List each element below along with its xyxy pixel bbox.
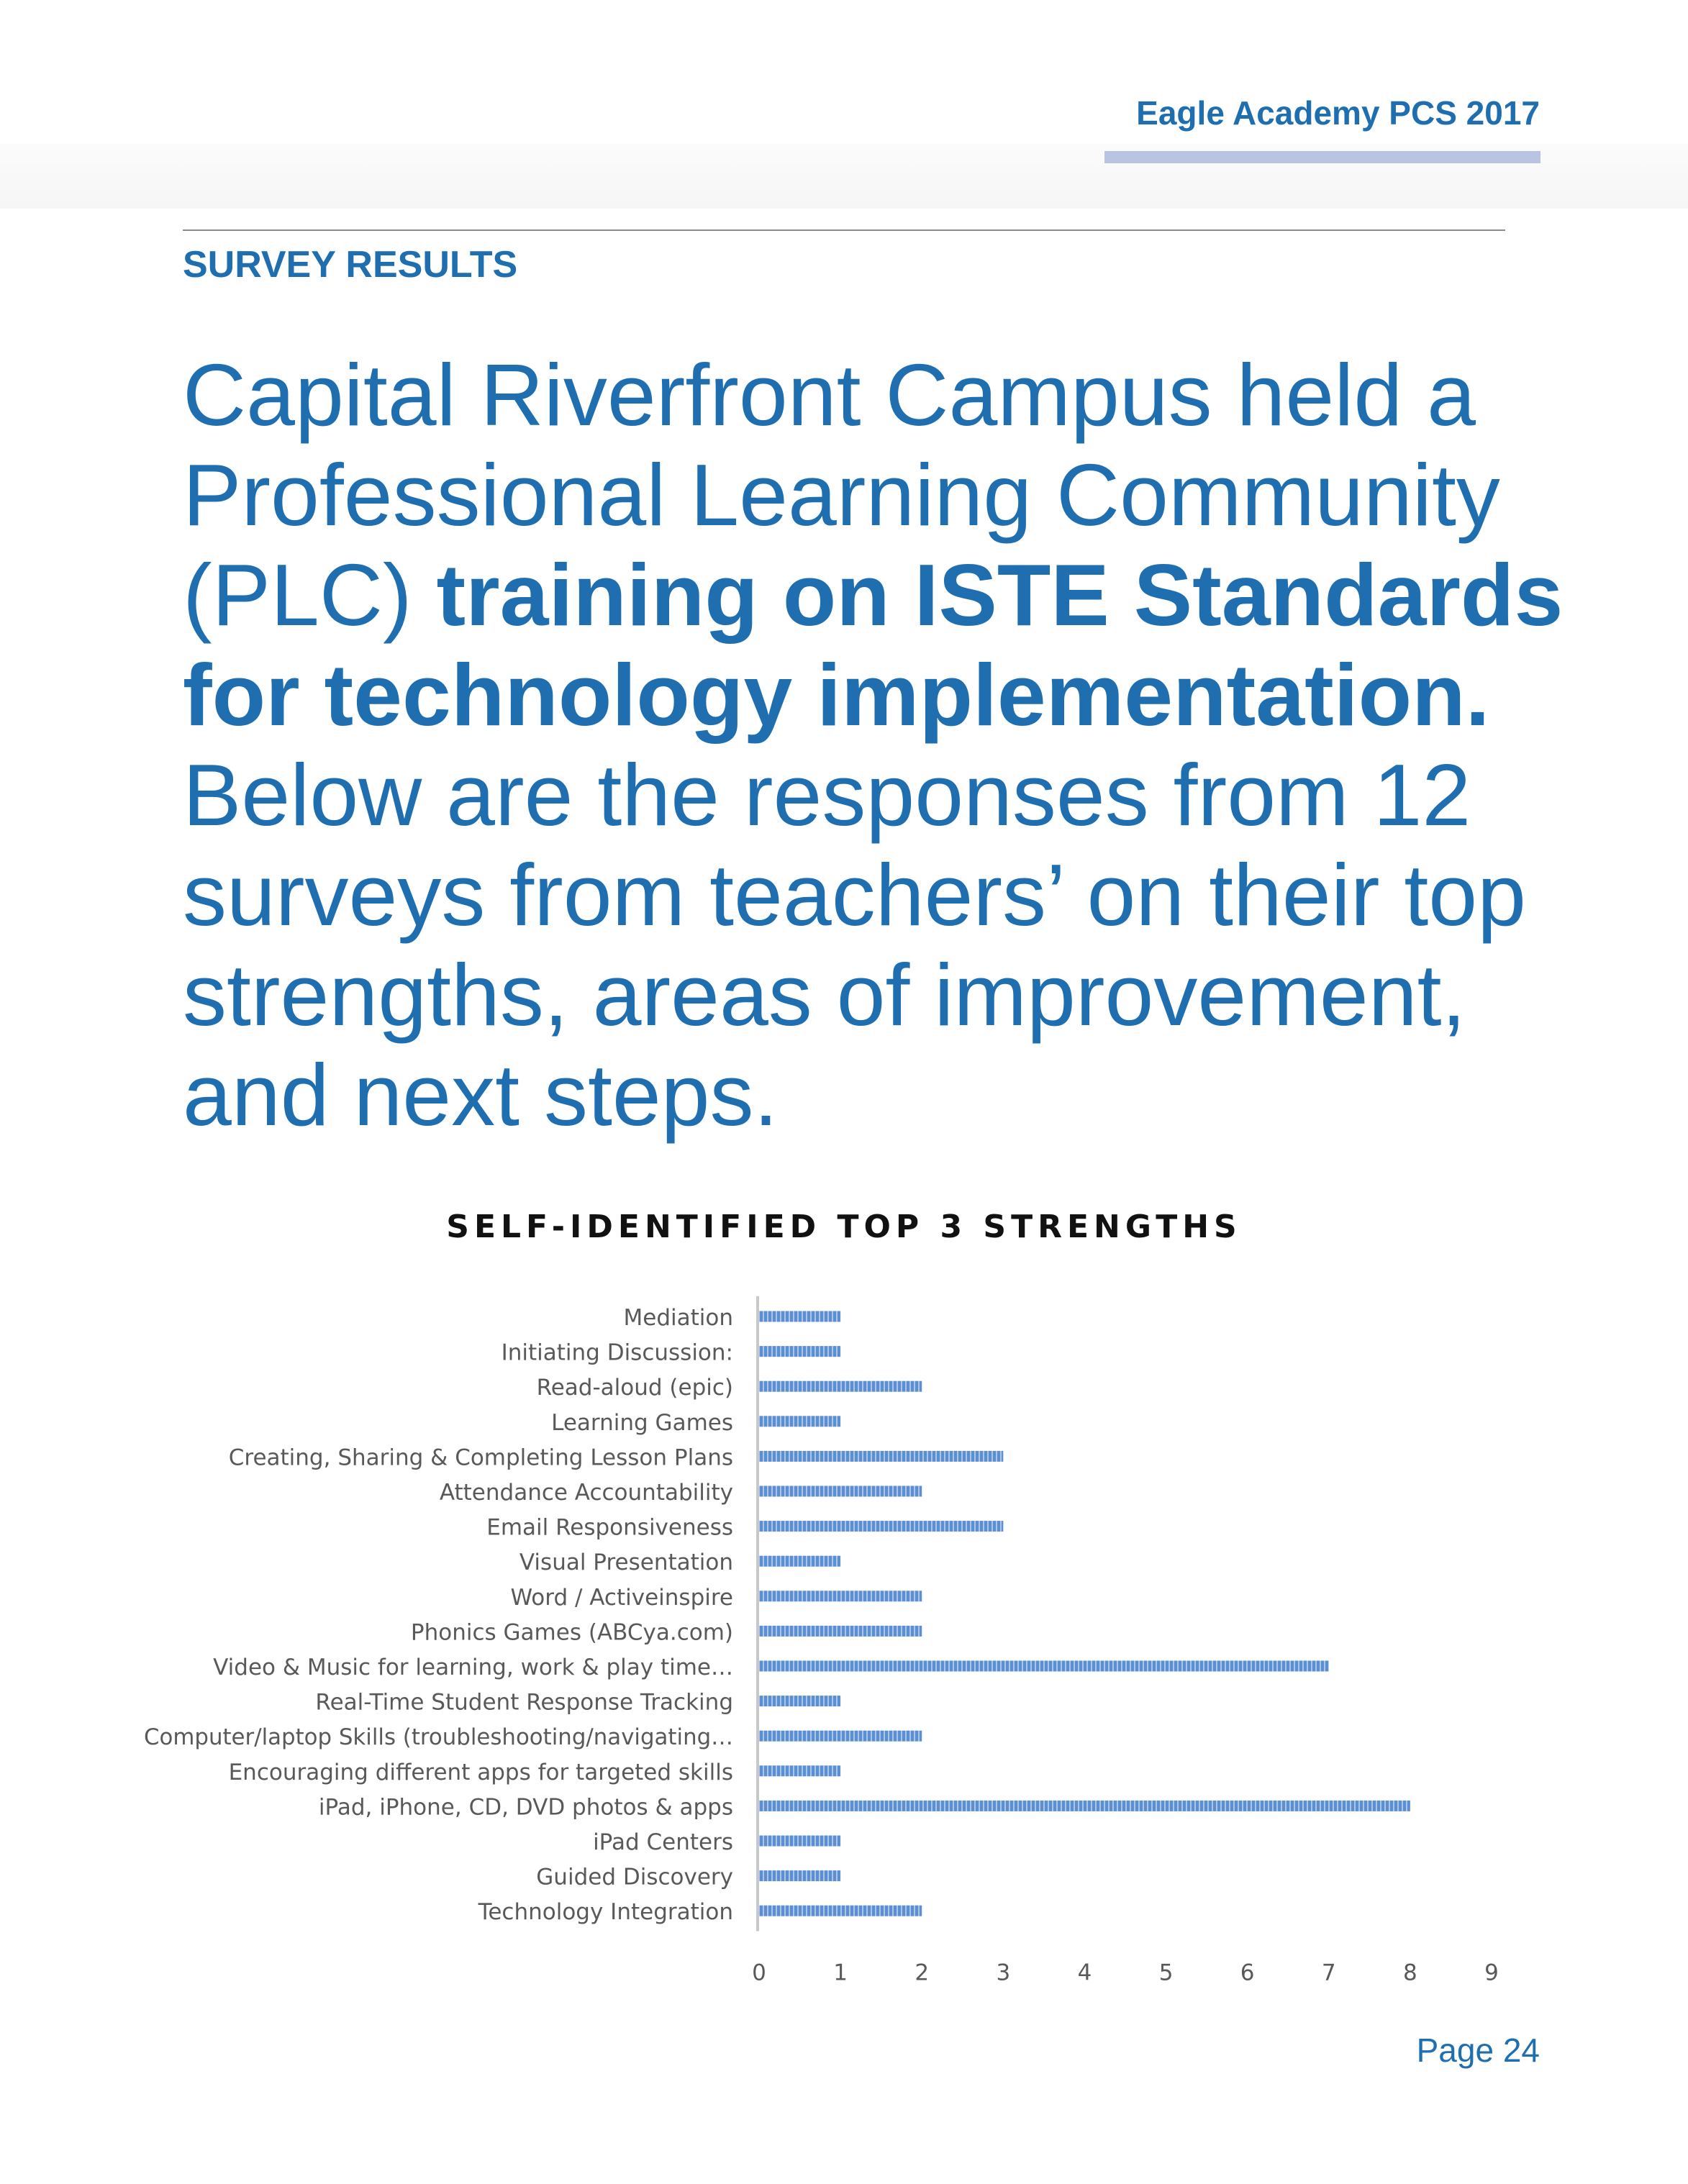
strengths-bar-chart [0,1280,1688,1993]
category-label: Video & Music for learning, work & play time… [213,1655,733,1680]
headline-line-4 [183,645,1550,745]
section-divider [183,229,1505,231]
category-label: Phonics Games (ABCya.com) [410,1619,733,1646]
bar [759,1765,840,1776]
headline-line-6: surveys from teachers’ on their top [183,846,1526,944]
category-label: iPad Centers [593,1829,733,1855]
bar [759,1591,922,1601]
bar [759,1311,840,1322]
category-label: Creating, Sharing & Completing Lesson Plans [228,1444,733,1471]
headline-line-4-bold: for technology implementation. [183,646,1490,744]
category-label: Word / Activeinspire [510,1584,733,1611]
category-label: Read-aloud (epic) [536,1375,733,1401]
bar [759,1381,922,1392]
header-title: Eagle Academy PCS 2017 [1136,94,1540,132]
x-tick-label: 1 [833,1960,848,1986]
category-label: Technology Integration [478,1899,733,1926]
x-tick-label: 5 [1158,1960,1174,1986]
bar [759,1521,1003,1532]
category-label: Visual Presentation [519,1550,733,1576]
bar [759,1416,840,1427]
bar [759,1731,922,1742]
category-label: Encouraging different apps for targeted skills [228,1759,733,1785]
bar [759,1870,840,1881]
headline-line-3-regular: (PLC) [183,546,437,644]
category-label: Learning Games [551,1409,733,1436]
headline-line-1: Capital Riverfront Campus held a [183,346,1476,444]
bar [759,1556,840,1567]
category-label: Email Responsiveness [486,1514,733,1541]
headline-line-3-bold: training on ISTE Standards [436,546,1564,644]
bar [759,1836,840,1847]
category-label: iPad, iPhone, CD, DVD photos & apps [318,1794,733,1821]
bar [759,1661,1329,1672]
chart-title: SELF-IDENTIFIED TOP 3 STRENGTHS [446,1209,1242,1245]
headline [183,345,1564,1145]
x-tick-label: 3 [996,1960,1011,1986]
header-accent-bar [1104,151,1540,163]
bar [759,1906,922,1916]
x-tick-label: 0 [752,1960,766,1986]
category-label: Mediation [623,1305,733,1331]
category-label: Real-Time Student Response Tracking [315,1689,733,1716]
bar [759,1451,1003,1462]
x-tick-label: 4 [1077,1960,1092,1986]
x-tick-label: 6 [1240,1960,1255,1986]
headline-line-2: Professional Learning Community [183,446,1500,544]
bar [759,1346,840,1357]
headline-line-8: and next steps. [183,1046,779,1144]
headline-line-5: Below are the responses from 12 [183,746,1471,844]
section-title: SURVEY RESULTS [183,244,518,286]
headline-line-3 [183,545,1564,645]
headline-line-7: strengths, areas of improvement, [183,946,1466,1044]
x-tick-label: 7 [1321,1960,1336,1986]
category-label: Initiating Discussion: [501,1339,733,1366]
bar [759,1696,840,1706]
x-tick-label: 9 [1484,1960,1499,1986]
bar [759,1486,922,1497]
x-tick-label: 2 [915,1960,930,1986]
category-label: Attendance Accountability [439,1480,733,1506]
bar [759,1801,1410,1811]
page-number: Page 24 [1416,2031,1540,2069]
bar [759,1626,922,1637]
category-label: Computer/laptop Skills (troubleshooting/navigating… [144,1724,733,1751]
category-label: Guided Discovery [536,1864,733,1890]
x-tick-label: 8 [1403,1960,1417,1986]
